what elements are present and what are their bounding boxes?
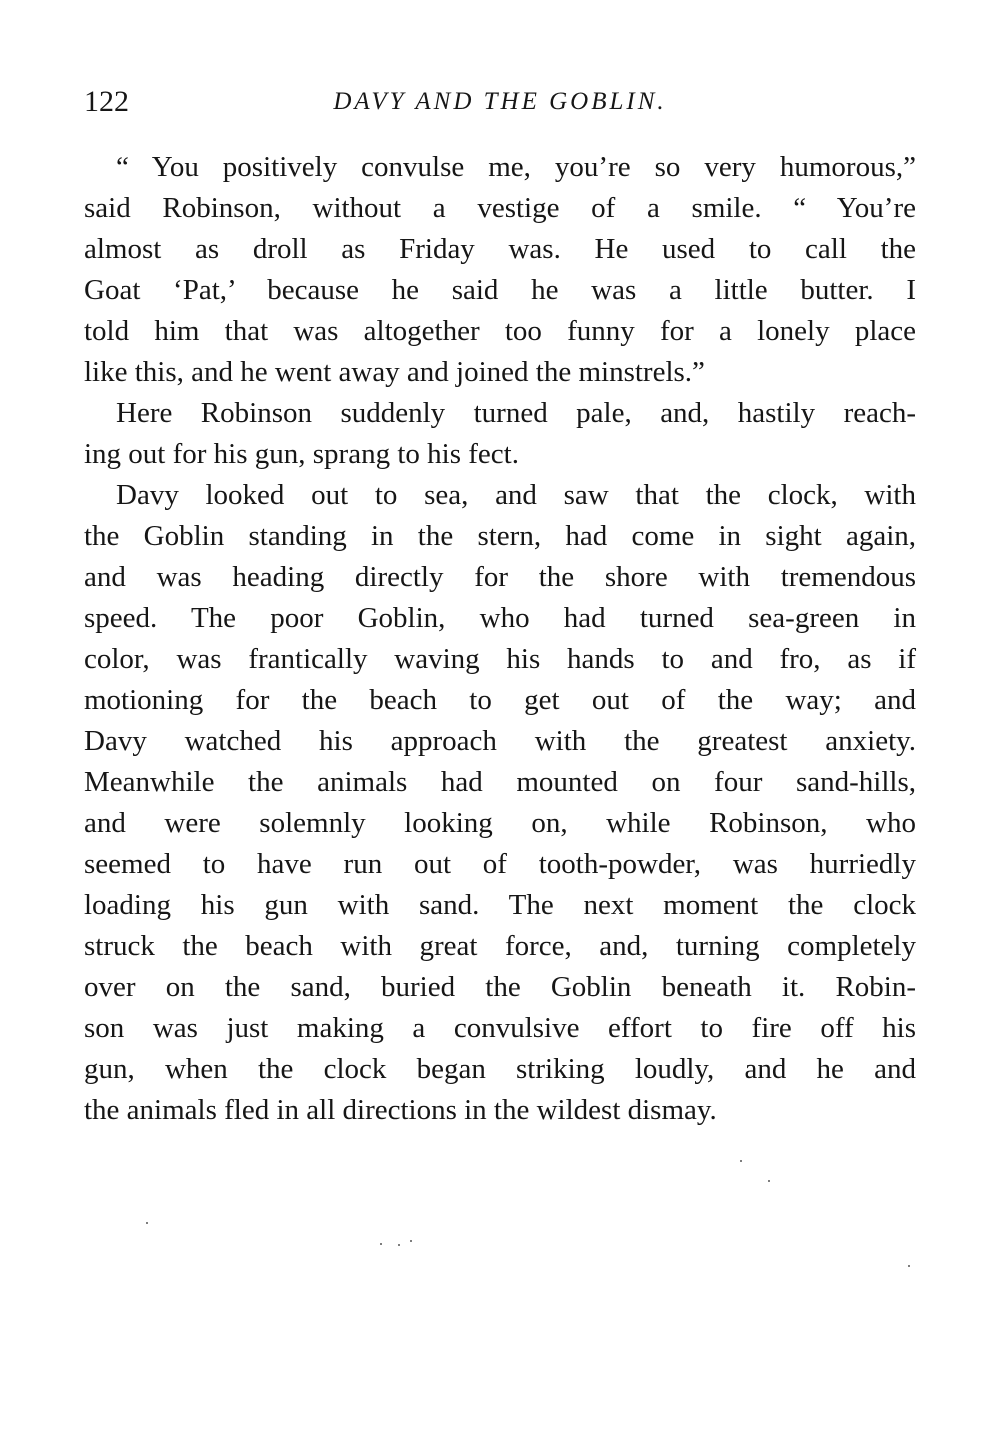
paper-speck: [410, 1240, 412, 1242]
paper-speck: [908, 1265, 910, 1267]
text-line: son was just making a convulsive effort to fire off his: [84, 1012, 916, 1044]
paper-speck: [398, 1244, 400, 1246]
text-line: Goat ‘Pat,’ because he said he was a little butter. I: [84, 274, 916, 306]
text-line: Davy looked out to sea, and saw that the clock, with: [116, 479, 916, 511]
paper-speck: [146, 1222, 148, 1224]
text-line: Meanwhile the animals had mounted on four sand-hills,: [84, 766, 916, 798]
text-line: over on the sand, buried the Goblin beneath it. Robin-: [84, 971, 916, 1003]
text-line: the animals fled in all directions in the wildest dismay.: [84, 1094, 717, 1126]
text-line: almost as droll as Friday was. He used to call the: [84, 233, 916, 265]
text-line: speed. The poor Goblin, who had turned sea-green in: [84, 602, 916, 634]
text-line: told him that was altogether too funny for a lonely place: [84, 315, 916, 347]
text-line: Here Robinson suddenly turned pale, and, hastily reach-: [116, 397, 916, 429]
paper-speck: [740, 1160, 742, 1162]
text-line: loading his gun with sand. The next moment the clock: [84, 889, 916, 921]
text-line: seemed to have run out of tooth-powder, was hurriedly: [84, 848, 916, 880]
text-line: Davy watched his approach with the greatest anxiety.: [84, 725, 916, 757]
text-line: motioning for the beach to get out of the way; and: [84, 684, 916, 716]
body-text: [84, 147, 916, 1131]
paper-speck: [768, 1180, 770, 1182]
text-line: color, was frantically waving his hands to and fro, as if: [84, 643, 916, 675]
text-line: struck the beach with great force, and, turning completely: [84, 930, 916, 962]
text-line: ing out for his gun, sprang to his fect.: [84, 438, 519, 470]
text-line: “ You positively convulse me, you’re so very humorous,”: [116, 151, 916, 183]
text-line: said Robinson, without a vestige of a smile. “ You’re: [84, 192, 916, 224]
running-head: DAVY AND THE GOBLIN.: [333, 88, 667, 115]
page-header: [84, 80, 916, 124]
text-line: and were solemnly looking on, while Robinson, who: [84, 807, 916, 839]
text-line: like this, and he went away and joined the minstrels.”: [84, 356, 705, 388]
paper-speck: [380, 1243, 382, 1245]
text-line: the Goblin standing in the stern, had come in sight again,: [84, 520, 916, 552]
text-line: gun, when the clock began striking loudly, and he and: [84, 1053, 916, 1085]
page-number: 122: [84, 85, 129, 118]
text-line: and was heading directly for the shore with tremendous: [84, 561, 916, 593]
